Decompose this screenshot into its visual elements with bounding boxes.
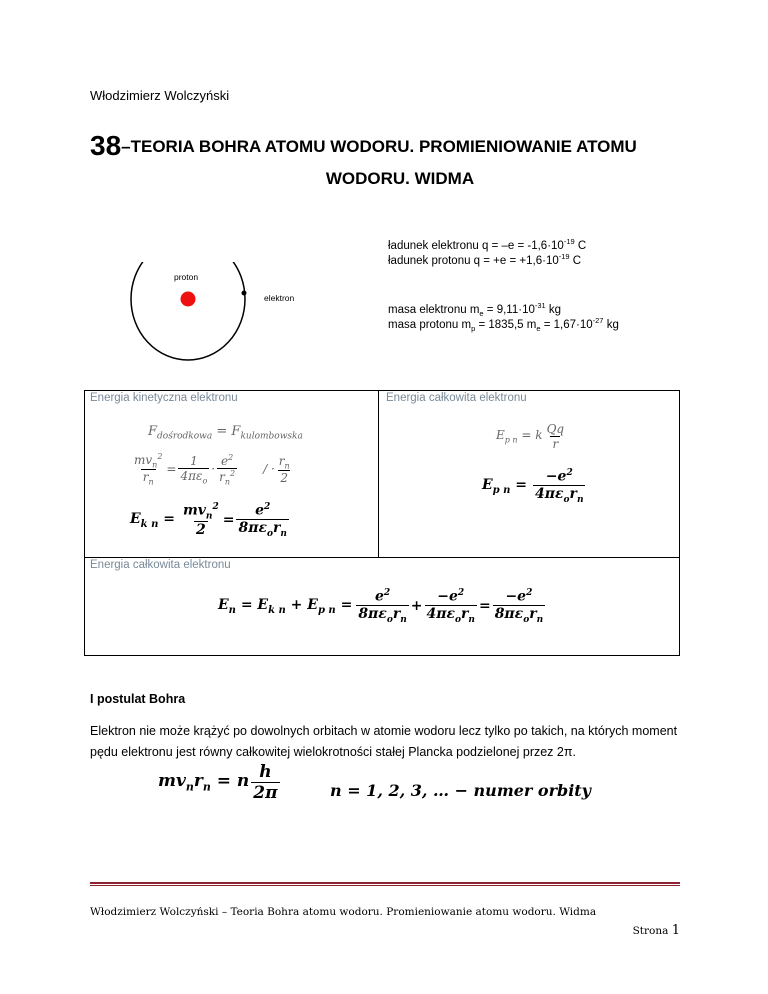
electron-charge: ładunek elektronu $q = -e = -1,6\cdot 10^{-19}$ C [388, 237, 587, 252]
total-energy-heading-right: Energia całkowita elektronu [386, 392, 527, 404]
electron-label: elektron [264, 293, 295, 303]
proton-dot [181, 292, 196, 307]
footer-rule [90, 882, 680, 884]
title-line2: WODORU. WIDMA [325, 169, 475, 188]
electron-dot [242, 291, 247, 296]
force-equation: $F_{dośrodkowa} = F_{kulombowska}$ [148, 424, 303, 442]
angular-momentum-equation: $mv_nr_n = n$ $\frac{h}{2\pi}$ [158, 762, 278, 803]
postulate-heading: I postulat Bohra [90, 692, 186, 706]
atom-diagram [130, 262, 270, 402]
electron-mass: masa elektronu $m_e = 9,11\cdot 10^{-31}$ kg [388, 301, 562, 319]
page-number: Strona 1 [632, 923, 680, 938]
postulate-text: Elektron nie może krążyć po dowolnych orbitach w atomie wodoru lecz tylko po takich, na których moment pędu elektronu jest równy całkowitej wielokrotności stałej Plancka podzielonej przez 2π. [90, 724, 678, 759]
proton-charge: ładunek protonu $q = +e = +1,6\cdot 10^{-19}$ C [388, 252, 582, 267]
author-name: Włodzimierz Wolczyński [90, 88, 230, 103]
table-horizontal-divider [84, 557, 680, 558]
total-energy-heading-bottom: Energia całkowita elektronu [90, 559, 231, 571]
potential-energy-equation: $E_{p n}$ = $\frac{-e^2}{4\pi\varepsilon_or_n}$ [482, 468, 584, 505]
potential-energy-general: $E_{p n} = k$ $\frac{Qq}{r}$ [496, 422, 565, 451]
footer-rule-thin [90, 885, 680, 886]
proton-mass: masa protonu $m_p = 1835,5$ $m_e = 1,67\cdot 10^{-27}$ kg [388, 316, 619, 334]
table-vertical-divider [378, 390, 379, 558]
title-number: 38 [90, 130, 122, 161]
page-title [90, 130, 690, 195]
kinetic-energy-equation: $E_{k n}$ = $\frac{mv_n^2}{2}$ = $\frac{e^2}{8\pi\varepsilon_or_n}$ [130, 502, 287, 539]
footer-text: Włodzimierz Wolczyński – Teoria Bohra atomu wodoru. Promieniowanie atomu wodoru. Widma [90, 906, 597, 918]
orbit-number-text: n = 1, 2, 3, … − numer orbity [330, 781, 591, 800]
proton-label: proton [174, 272, 199, 282]
total-energy-equation: $E_n = E_{k n} + E_{p n}$ = $\frac{e^2}{8\pi\varepsilon_or_n}$ + $\frac{-e^2}{4\pi\varepsilon_or_n}$ = $\frac{-e^2}{8\pi\varepsilon_or_n}$ [218, 588, 544, 625]
force-balance-equation: $\frac{mv_n^2}{r_n}$ = $\frac{1}{4\pi\varepsilon_o}$ · $\frac{e^2}{r_n^2}$ / · $\frac{r_n}{2}$ [134, 452, 290, 487]
kinetic-energy-heading: Energia kinetyczna elektronu [90, 392, 238, 404]
title-line1: –TEORIA BOHRA ATOMU WODORU. PROMIENIOWANIE ATOMU [121, 137, 637, 156]
